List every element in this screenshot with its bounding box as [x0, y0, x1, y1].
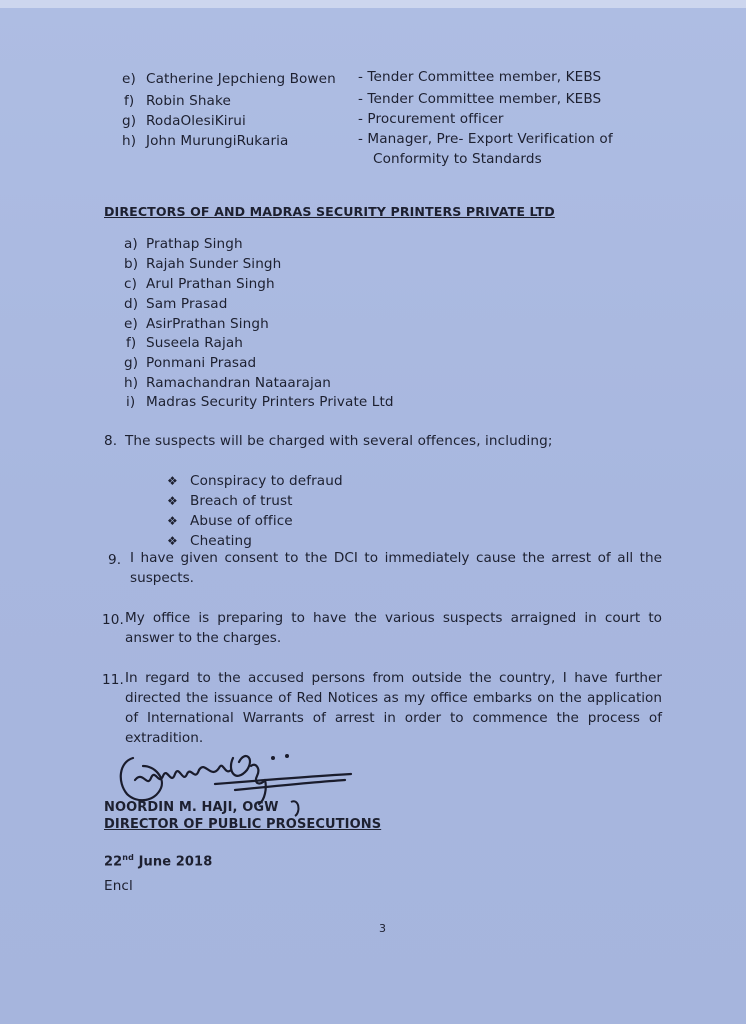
list-letter: b) — [124, 256, 139, 272]
list-letter: d) — [124, 296, 139, 312]
list-letter: h) — [124, 375, 139, 391]
director-name: Madras Security Printers Private Ltd — [146, 394, 394, 410]
member-role: - Procurement officer — [358, 111, 504, 127]
list-letter: f) — [126, 335, 137, 351]
list-letter: g) — [124, 355, 139, 371]
bullet-diamond-icon: ❖ — [167, 534, 178, 548]
bullet-diamond-icon: ❖ — [167, 474, 178, 488]
page-number: 3 — [379, 922, 387, 935]
list-letter: g) — [122, 113, 137, 129]
member-role: - Tender Committee member, KEBS — [358, 91, 602, 107]
director-name: Ponmani Prasad — [146, 355, 257, 371]
offence-item: Abuse of office — [190, 513, 293, 529]
paragraph-number: 9. — [108, 552, 122, 568]
signatory-title: DIRECTOR OF PUBLIC PROSECUTIONS — [104, 817, 382, 832]
member-name: John MurungiRukaria — [146, 133, 289, 149]
scan-edge — [0, 0, 746, 8]
bullet-diamond-icon: ❖ — [167, 514, 178, 528]
list-letter: c) — [124, 276, 137, 292]
paragraph-text: My office is preparing to have the various suspects arraigned in court to answer to the charges. — [125, 610, 662, 646]
offence-item: Conspiracy to defraud — [190, 473, 343, 489]
list-letter: a) — [124, 236, 138, 252]
director-name: Sam Prasad — [146, 296, 228, 312]
paragraph-number: 11. — [102, 672, 124, 688]
member-role: - Manager, Pre- Export Verification of — [358, 131, 613, 147]
member-name: RodaOlesiKirui — [146, 113, 246, 129]
bullet-diamond-icon: ❖ — [167, 494, 178, 508]
paragraph-number: 8. — [104, 433, 118, 449]
document-date: 22nd June 2018 — [104, 853, 213, 870]
section-heading: DIRECTORS OF AND MADRAS SECURITY PRINTERS PRIVATE LTD — [104, 204, 555, 219]
list-letter: h) — [122, 133, 137, 149]
list-letter: i) — [126, 394, 136, 410]
member-role-continued: Conformity to Standards — [373, 151, 542, 167]
signatory-name: NOORDIN M. HAJI, OGW — [104, 800, 279, 815]
director-name: AsirPrathan Singh — [146, 316, 269, 332]
member-role: - Tender Committee member, KEBS — [358, 69, 602, 85]
offence-item: Cheating — [190, 533, 252, 549]
member-name: Catherine Jepchieng Bowen — [146, 71, 336, 87]
list-letter: e) — [122, 71, 136, 87]
director-name: Suseela Rajah — [146, 335, 243, 351]
paragraph-text: In regard to the accused persons from outside the country, I have further directed the issuance of Red Notices as my office embarks on the application of International Warrants of arrest in order to commence the process of extradition. — [125, 670, 662, 746]
member-name: Robin Shake — [146, 93, 231, 109]
paragraph-text: The suspects will be charged with several offences, including; — [125, 433, 553, 449]
director-name: Prathap Singh — [146, 236, 243, 252]
director-name: Ramachandran Nataarajan — [146, 375, 331, 391]
director-name: Arul Prathan Singh — [146, 276, 275, 292]
paragraph-number: 10. — [102, 612, 124, 628]
list-letter: f) — [124, 93, 135, 109]
list-letter: e) — [124, 316, 138, 332]
director-name: Rajah Sunder Singh — [146, 256, 282, 272]
offence-item: Breach of trust — [190, 493, 293, 509]
paragraph-text: I have given consent to the DCI to immediately cause the arrest of all the suspects. — [130, 550, 662, 586]
enclosure-note: Encl — [104, 878, 133, 894]
